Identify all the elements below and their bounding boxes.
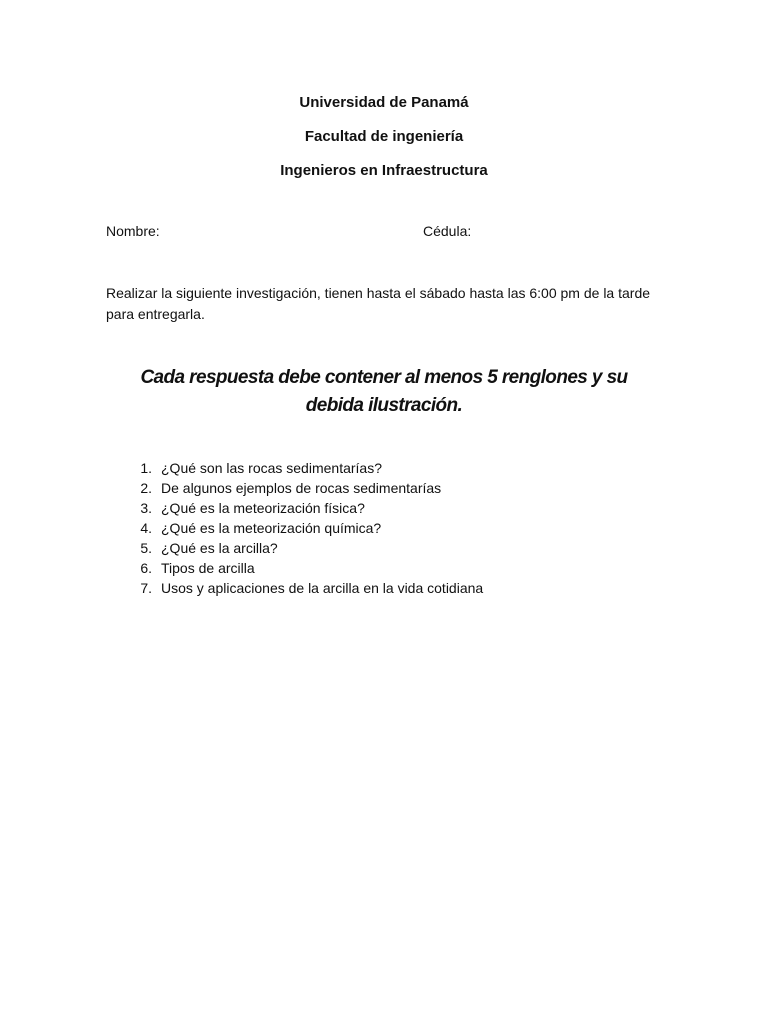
- question-text: ¿Qué son las rocas sedimentarías?: [161, 460, 382, 476]
- question-text: De algunos ejemplos de rocas sedimentarías: [161, 480, 442, 496]
- program-title: Ingenieros en Infraestructura: [280, 162, 488, 179]
- question-text: Usos y aplicaciones de la arcilla en la vida cotidiana: [161, 580, 484, 596]
- question-item: [106, 538, 483, 558]
- cedula-label: Cédula:: [423, 223, 472, 239]
- question-number: 3.: [140, 500, 152, 516]
- question-text: ¿Qué es la arcilla?: [161, 540, 278, 556]
- question-number: 2.: [140, 480, 152, 496]
- faculty-title: Facultad de ingeniería: [304, 128, 464, 145]
- question-item: [106, 558, 483, 578]
- question-text: Tipos de arcilla: [161, 560, 255, 576]
- question-number: 4.: [140, 520, 152, 536]
- nombre-label: Nombre:: [106, 223, 160, 239]
- question-number: 6.: [140, 560, 152, 576]
- question-item: [106, 498, 483, 518]
- question-list: [106, 458, 483, 598]
- university-title: Universidad de Panamá: [299, 94, 469, 111]
- question-text: ¿Qué es la meteorización química?: [161, 520, 382, 536]
- emphasis-note: Cada respuesta debe contener al menos 5 renglones y su debida ilustración.: [140, 367, 628, 416]
- instructions-paragraph: Realizar la siguiente investigación, tienen hasta el sábado hasta las 6:00 pm de la tarde para entregarla.: [106, 285, 651, 322]
- question-item: [106, 578, 483, 598]
- question-item: [106, 518, 483, 538]
- question-item: [106, 478, 483, 498]
- question-item: [106, 458, 483, 478]
- question-number: 1.: [140, 460, 152, 476]
- question-text: ¿Qué es la meteorización física?: [161, 500, 365, 516]
- question-number: 7.: [140, 580, 152, 596]
- question-number: 5.: [140, 540, 152, 556]
